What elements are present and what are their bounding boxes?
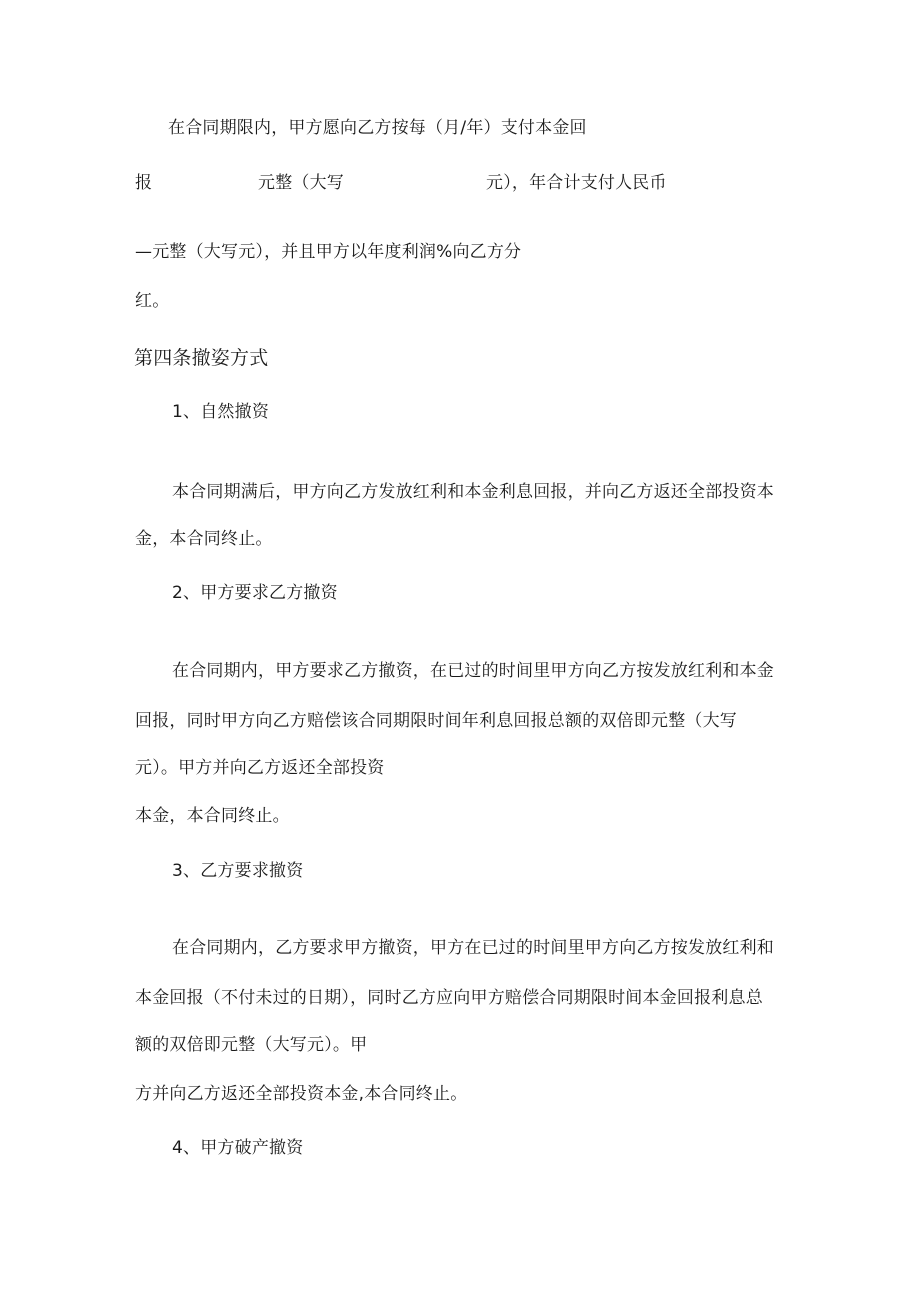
paragraph-line: 本合同期满后，甲方向乙方发放红利和本金利息回报，并向乙方返还全部投资本 xyxy=(172,482,774,502)
item-heading: 1、自然撤资 xyxy=(172,402,270,422)
item-heading: 3、乙方要求撤资 xyxy=(172,861,304,881)
paragraph-line: 报 xyxy=(135,173,153,193)
item-heading: 4、甲方破产撤资 xyxy=(172,1138,304,1158)
paragraph-line: 在合同期内，乙方要求甲方撤资，甲方在已过的时间里甲方向乙方按发放红利和 xyxy=(172,938,774,958)
paragraph-line: 额的双倍即元整（大写元）。甲 xyxy=(135,1035,368,1055)
paragraph-line: 元）。甲方并向乙方返还全部投资 xyxy=(135,758,385,778)
paragraph-line: 在合同期限内，甲方愿向乙方按每（月/年）支付本金回 xyxy=(168,118,587,138)
paragraph-line: 金，本合同终止。 xyxy=(135,529,273,549)
paragraph-line: 红。 xyxy=(135,291,170,311)
paragraph-line: 元整（大写 xyxy=(258,173,344,193)
paragraph-line: 本金回报（不付未过的日期），同时乙方应向甲方赔偿合同期限时间本金回报利息总 xyxy=(135,988,763,1008)
paragraph-line: 在合同期内，甲方要求乙方撤资，在已过的时间里甲方向乙方按发放红利和本金 xyxy=(172,661,774,681)
paragraph-line: 元），年合计支付人民币 xyxy=(486,173,667,193)
article-title: 第四条撤姿方式 xyxy=(134,347,269,369)
paragraph-line: 方并向乙方返还全部投资本金,本合同终止。 xyxy=(135,1084,468,1104)
item-heading: 2、甲方要求乙方撤资 xyxy=(172,583,338,603)
paragraph-line: 本金，本合同终止。 xyxy=(135,806,290,826)
paragraph-line: 回报，同时甲方向乙方赔偿该合同期限时间年利息回报总额的双倍即元整（大写 xyxy=(135,711,737,731)
paragraph-line: —元整（大写元），并且甲方以年度利润%向乙方分 xyxy=(135,242,522,262)
